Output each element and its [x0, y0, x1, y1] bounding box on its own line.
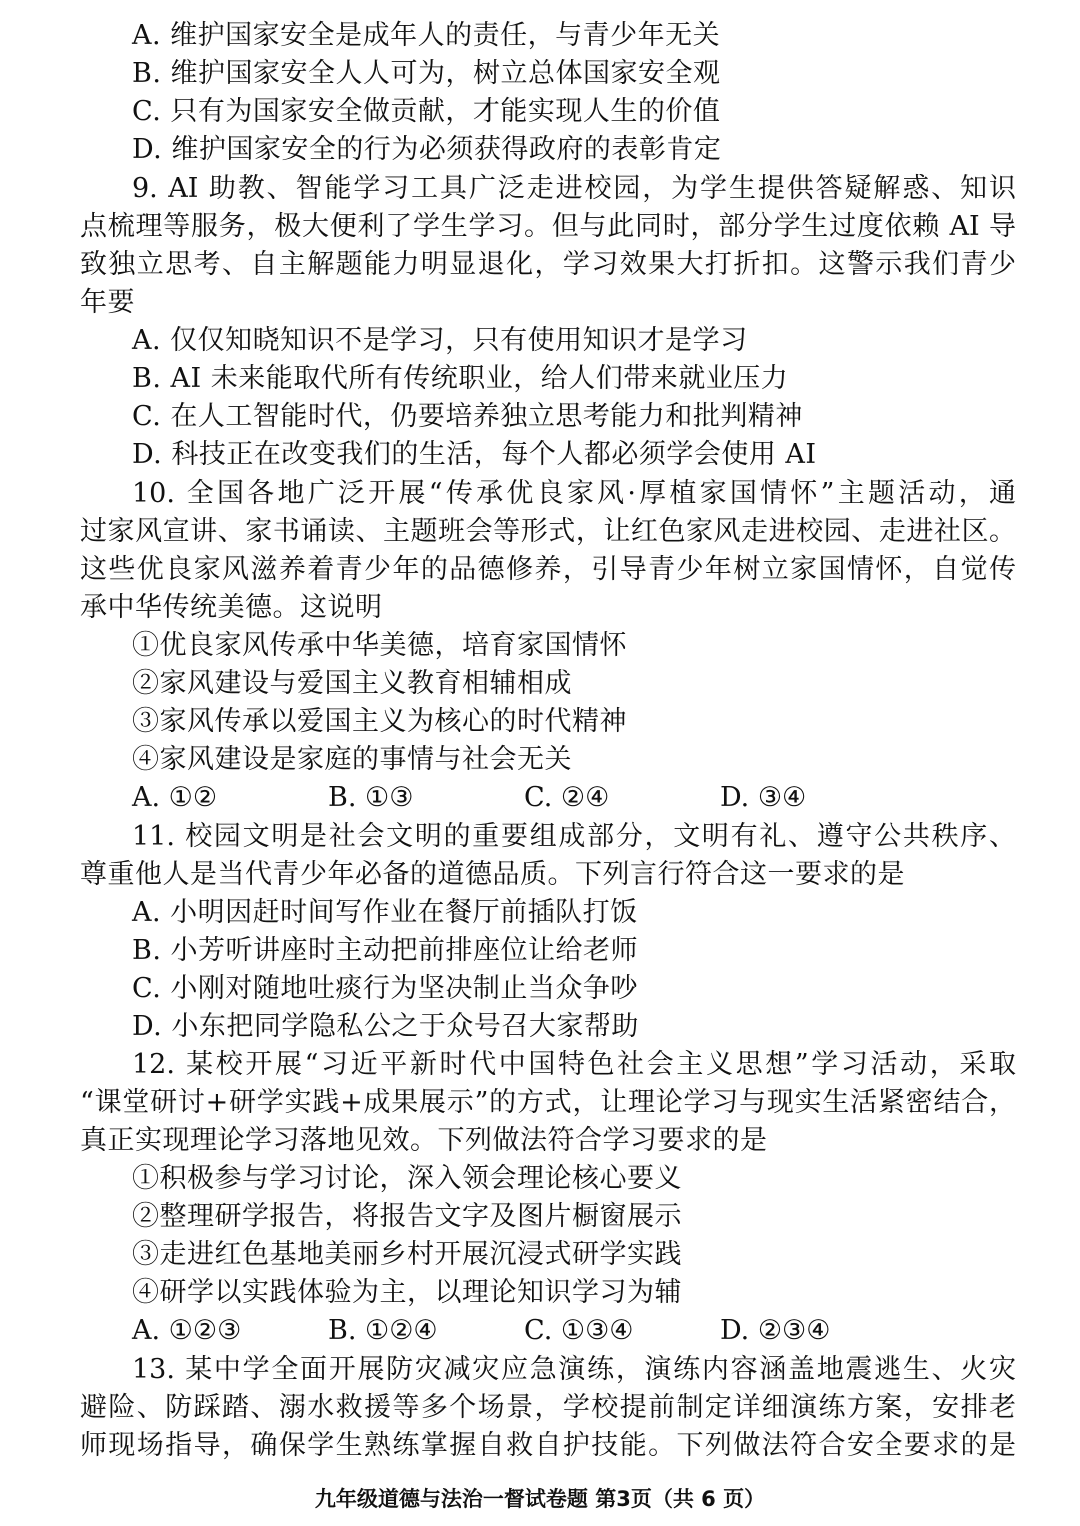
q12-item-3: ③走进红色基地美丽乡村开展沉浸式研学实践 — [132, 1239, 682, 1270]
q10-choice-c: C. ②④ — [524, 782, 610, 813]
q13-stem-line-1: 13. 某中学全面开展防灾减灾应急演练，演练内容涵盖地震逃生、火灾 — [132, 1354, 1016, 1385]
q11-option-a: A. 小明因赶时间写作业在餐厅前插队打饭 — [132, 897, 638, 928]
q10-stem-line-2: 过家风宣讲、家书诵读、主题班会等形式，让红色家风走进校园、走进社区。 — [80, 516, 1016, 547]
q12-choices — [132, 1312, 1012, 1350]
q11-stem-line-2: 尊重他人是当代青少年必备的道德品质。下列言行符合这一要求的是 — [80, 859, 905, 890]
q12-stem-line-2: “课堂研讨+研学实践+成果展示”的方式，让理论学习与现实生活紧密结合， — [80, 1087, 1016, 1118]
q10-item-2: ②家风建设与爱国主义教育相辅相成 — [132, 668, 572, 699]
q10-choice-d: D. ③④ — [720, 782, 807, 813]
q12-stem-line-1: 12. 某校开展“习近平新时代中国特色社会主义思想”学习活动，采取 — [132, 1049, 1016, 1080]
q9-option-b: B. AI 未来能取代所有传统职业，给人们带来就业压力 — [132, 363, 789, 394]
q12-item-2: ②整理研学报告，将报告文字及图片橱窗展示 — [132, 1201, 682, 1232]
q12-choice-a: A. ①②③ — [132, 1315, 242, 1346]
q12-choice-c: C. ①③④ — [524, 1315, 634, 1346]
q11-option-c: C. 小刚对随地吐痰行为坚决制止当众争吵 — [132, 973, 638, 1004]
q8-option-b: B. 维护国家安全人人可为，树立总体国家安全观 — [132, 58, 721, 89]
q12-choice-d: D. ②③④ — [720, 1315, 831, 1346]
q12-choice-b: B. ①②④ — [328, 1315, 438, 1346]
q10-stem-line-1: 10. 全国各地广泛开展“传承优良家风·厚植家国情怀”主题活动，通 — [132, 478, 1016, 509]
q8-option-c: C. 只有为国家安全做贡献，才能实现人生的价值 — [132, 96, 721, 127]
q11-option-d: D. 小东把同学隐私公之于众号召大家帮助 — [132, 1011, 639, 1042]
q10-stem-line-3: 这些优良家风滋养着青少年的品德修养，引导青少年树立家国情怀，自觉传 — [80, 554, 1016, 585]
q10-item-1: ①优良家风传承中华美德，培育家国情怀 — [132, 630, 627, 661]
q12-item-1: ①积极参与学习讨论，深入领会理论核心要义 — [132, 1163, 682, 1194]
q12-item-4: ④研学以实践体验为主，以理论知识学习为辅 — [132, 1277, 682, 1308]
q12-stem-line-3: 真正实现理论学习落地见效。下列做法符合学习要求的是 — [80, 1125, 768, 1156]
q11-option-b: B. 小芳听讲座时主动把前排座位让给老师 — [132, 935, 639, 966]
q10-choice-a: A. ①② — [132, 782, 218, 813]
q9-stem-line-1: 9. AI 助教、智能学习工具广泛走进校园，为学生提供答疑解惑、知识 — [132, 173, 1016, 204]
q8-option-d: D. 维护国家安全的行为必须获得政府的表彰肯定 — [132, 134, 722, 165]
q10-item-3: ③家风传承以爱国主义为核心的时代精神 — [132, 706, 627, 737]
q9-option-a: A. 仅仅知晓知识不是学习，只有使用知识才是学习 — [132, 325, 748, 356]
q9-stem-line-2: 点梳理等服务，极大便利了学生学习。但与此同时，部分学生过度依赖 AI 导 — [80, 211, 1016, 242]
q10-item-4: ④家风建设是家庭的事情与社会无关 — [132, 744, 572, 775]
q9-stem-line-4: 年要 — [80, 287, 135, 318]
q9-stem-line-3: 致独立思考、自主解题能力明显退化，学习效果大打折扣。这警示我们青少 — [80, 249, 1016, 280]
q11-stem-line-1: 11. 校园文明是社会文明的重要组成部分，文明有礼、遵守公共秩序、 — [132, 821, 1016, 852]
q9-option-d: D. 科技正在改变我们的生活，每个人都必须学会使用 AI — [132, 439, 817, 470]
q10-stem-line-4: 承中华传统美德。这说明 — [80, 592, 383, 623]
q9-option-c: C. 在人工智能时代，仍要培养独立思考能力和批判精神 — [132, 401, 803, 432]
q10-choice-b: B. ①③ — [328, 782, 414, 813]
q10-choices — [132, 779, 1012, 817]
q13-stem-line-2: 避险、防踩踏、溺水救援等多个场景，学校提前制定详细演练方案，安排老 — [80, 1392, 1016, 1423]
q13-stem-line-3: 师现场指导，确保学生熟练掌握自救自护技能。下列做法符合安全要求的是 — [80, 1430, 1016, 1461]
page-footer: 九年级道德与法治一督试卷题 第3页（共 6 页） — [314, 1487, 766, 1511]
q8-option-a: A. 维护国家安全是成年人的责任，与青少年无关 — [132, 20, 721, 51]
